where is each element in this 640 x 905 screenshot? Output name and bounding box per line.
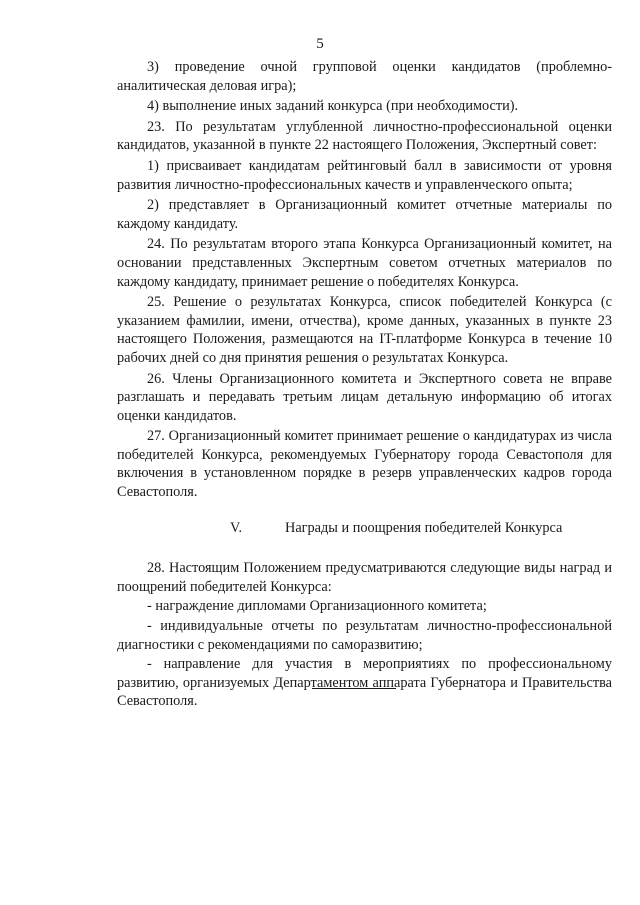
paragraph-24: 24. По результатам второго этапа Конкурса Организационный комитет, на основании представленных Экспертным советом отчетных материалов по каждому кандидату, принимает решение о победителях Конкурса. [117,236,612,290]
paragraph-26: 26. Члены Организационного комитета и Экспертного совета не вправе разглашать и передавать третьим лицам детальную информацию об итогах оценки кандидатов. [117,370,612,424]
document-body [117,58,612,712]
section-number: V. [230,519,243,536]
section-title: Награды и поощрения победителей Конкурса [285,519,563,536]
paragraph-25: 25. Решение о результатах Конкурса, список победителей Конкурса (с указанием фамилии, имени, отчества), кроме данных, указанных в пункте 23 настоящего Положения, размещаются на IT-платформе Конкурса в течение 10 рабочих дней со дня принятия решения о результатах Конкурса. [117,294,612,366]
page-number: 5 [316,36,324,52]
paragraph-27: 27. Организационный комитет принимает решение о кандидатурах из числа победителей Конкурса, рекомендуемых Губернатору города Севастополя для включения в установленном порядке в резерв управленческих кадров города Севастополя. [117,428,612,501]
end-rule-divider [312,688,396,689]
award-item-events: - направление для участия в мероприятиях по профессиональному развитию, организуемых Департаментом аппарата Губернатора и Правительства Севастополя. [117,656,612,710]
paragraph-item-4: 4) выполнение иных заданий конкурса (при необходимости). [147,98,519,115]
paragraph-23-item-2: 2) представляет в Организационный комитет отчетные материалы по каждому кандидату. [117,197,612,232]
paragraph-23-item-1: 1) присваивает кандидатам рейтинговый балл в зависимости от уровня развития личностно-профессиональных качеств и управленческого опыта; [117,157,612,193]
paragraph-23: 23. По результатам углубленной личностно-профессиональной оценки кандидатов, указанной в пункте 22 настоящего Положения, Экспертный совет: [117,118,612,154]
section-heading [117,519,612,538]
award-item-reports: - индивидуальные отчеты по результатам личностно-профессиональной диагностики с рекомендациями по саморазвитию; [117,618,612,653]
paragraph-28: 28. Настоящим Положением предусматриваются следующие виды наград и поощрений победителей Конкурса: [117,560,612,595]
paragraph-item-3: 3) проведение очной групповой оценки кандидатов (проблемно-аналитическая деловая игра); [117,59,612,94]
award-item-diplomas: - награждение дипломами Организационного комитета; [147,598,487,615]
